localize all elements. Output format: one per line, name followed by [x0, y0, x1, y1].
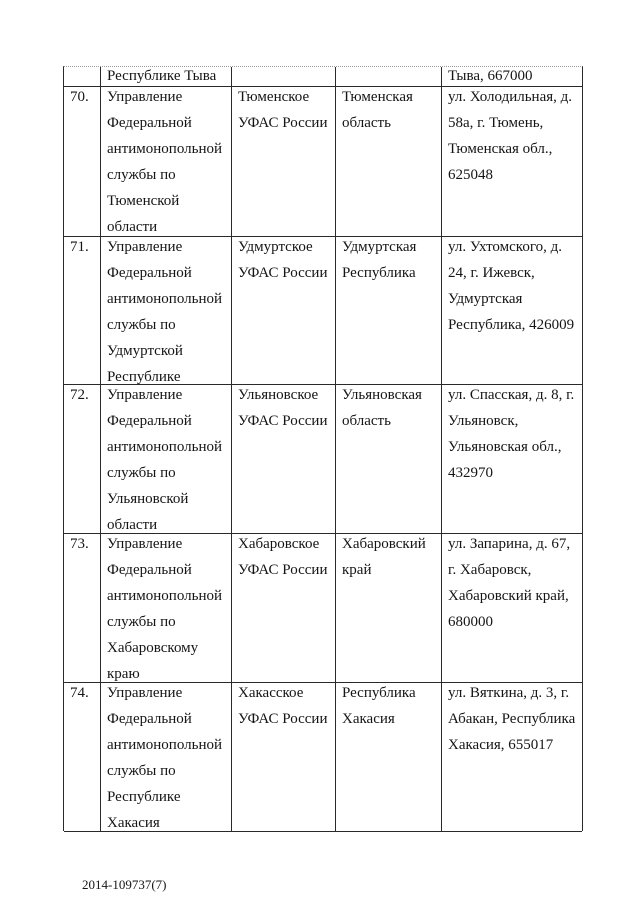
- short-name-cell: [232, 385, 336, 533]
- region-cell: [336, 534, 442, 682]
- organization-cell: [101, 385, 232, 533]
- row-number: 72.: [70, 387, 89, 403]
- region: Республика Хакасия: [342, 685, 416, 727]
- organization-name: Управление Федеральной антимонопольной службы по Тюменской области: [107, 89, 222, 235]
- organization-name: Республике Тыва: [107, 68, 217, 84]
- short-name-cell: [232, 237, 336, 384]
- organization-name: Управление Федеральной антимонопольной службы по Удмуртской Республике: [107, 239, 222, 385]
- table-row: [64, 683, 582, 832]
- table-row: [64, 385, 582, 534]
- organization-cell: [101, 237, 232, 384]
- organization-name: Управление Федеральной антимонопольной службы по Хабаровскому краю: [107, 536, 222, 682]
- region: Хабаровский край: [342, 536, 426, 578]
- row-number: 71.: [70, 239, 89, 255]
- office-short-name: Хабаровское УФАС России: [238, 536, 328, 578]
- regional-offices-table: [63, 66, 583, 831]
- address: ул. Ухтомского, д. 24, г. Ижевск, Удмуртская Республика, 426009: [448, 239, 575, 333]
- organization-cell: [101, 534, 232, 682]
- address-cell: [442, 87, 583, 236]
- address: ул. Спасская, д. 8, г. Ульяновск, Ульяновская обл., 432970: [448, 387, 575, 481]
- table-row: [64, 534, 582, 683]
- short-name-cell: [232, 87, 336, 236]
- table-row: [64, 87, 582, 237]
- row-number: 74.: [70, 685, 89, 701]
- office-short-name: Тюменское УФАС России: [238, 89, 328, 131]
- address-cell: [442, 683, 583, 831]
- address: ул. Вяткина, д. 3, г. Абакан, Республика Хакасия, 655017: [448, 685, 576, 753]
- office-short-name: Удмуртское УФАС России: [238, 239, 328, 281]
- row-number-cell: [64, 683, 101, 831]
- organization-cell: [101, 683, 232, 831]
- table-row: [64, 237, 582, 385]
- row-number-cell: [64, 87, 101, 236]
- region-cell: [336, 237, 442, 384]
- address: ул. Холодильная, д. 58а, г. Тюмень, Тюменская обл., 625048: [448, 89, 573, 183]
- row-number-cell: [64, 237, 101, 384]
- region: Тюменская область: [342, 89, 413, 131]
- short-name-cell: [232, 683, 336, 831]
- region-cell: [336, 683, 442, 831]
- address-cell: [442, 534, 583, 682]
- address: ул. Запарина, д. 67, г. Хабаровск, Хабаровский край, 680000: [448, 536, 571, 630]
- office-short-name: Ульяновское УФАС России: [238, 387, 328, 429]
- region-cell: [336, 385, 442, 533]
- address-cell: [442, 385, 583, 533]
- organization-name: Управление Федеральной антимонопольной службы по Ульяновской области: [107, 387, 222, 533]
- document-number: 2014-109737(7): [82, 877, 167, 892]
- region: Удмуртская Республика: [342, 239, 417, 281]
- region: Ульяновская область: [342, 387, 422, 429]
- address: Тыва, 667000: [448, 68, 533, 84]
- row-number-cell: [64, 534, 101, 682]
- organization-cell: [101, 87, 232, 236]
- address-cell: [442, 237, 583, 384]
- office-short-name: Хакасское УФАС России: [238, 685, 328, 727]
- short-name-cell: [232, 534, 336, 682]
- row-number: 70.: [70, 89, 89, 105]
- organization-name: Управление Федеральной антимонопольной службы по Республике Хакасия: [107, 685, 222, 831]
- region-cell: [336, 87, 442, 236]
- row-number: 73.: [70, 536, 89, 552]
- row-number-cell: [64, 385, 101, 533]
